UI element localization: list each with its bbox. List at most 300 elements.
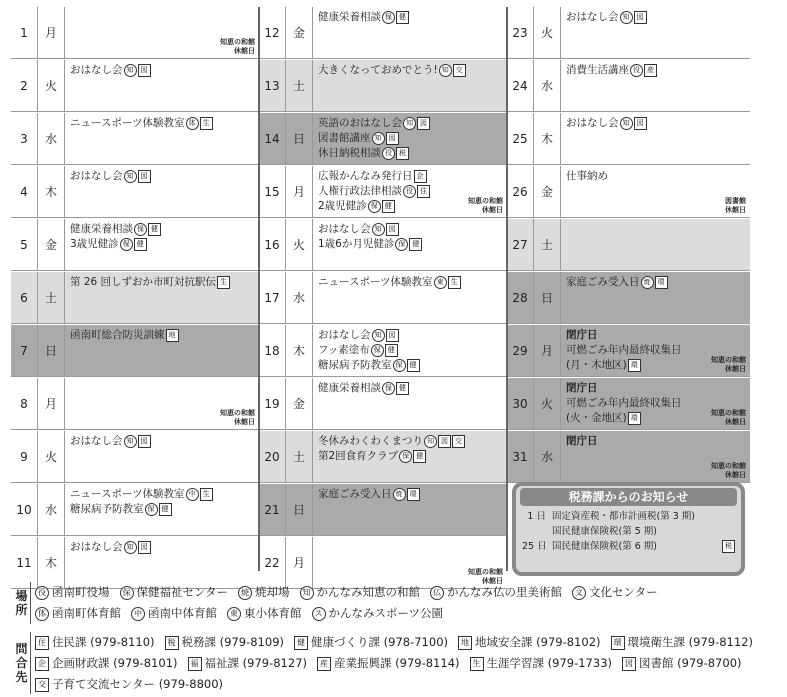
day-events [561,113,750,164]
calendar-day-row [11,431,259,483]
category-badge-icon: 図 [634,117,647,130]
weekday-label: 火 [286,219,313,270]
event-text: おはなし会 [70,64,123,76]
event-line [70,540,255,555]
category-badge-icon: 図 [138,435,151,448]
inquiries-label-char: 問 [15,642,28,656]
event-line [318,358,503,373]
day-number: 12 [259,7,286,58]
event-line [318,434,503,449]
category-badge-icon: 地 [166,329,179,342]
event-text: 冬休みわくわくまつり [318,435,423,447]
day-events [313,325,507,376]
calendar-day-row [11,166,259,218]
places-item-text: 東小体育館 [244,606,302,620]
event-text: 閉庁日 [566,382,598,394]
tax-notice-box [512,482,745,576]
event-text: 消費生活講座 [566,64,629,76]
weekday-label: 火 [38,60,65,111]
category-badge-icon: 生 [200,117,213,130]
inquiries-item [622,653,742,674]
calendar-day-row [507,60,750,112]
day-number: 3 [11,113,38,164]
event-line [318,169,503,184]
event-text: 家庭ごみ受入日 [318,488,392,500]
inquiries-item [317,653,460,674]
weekday-label: 火 [38,431,65,482]
inquiries-item-text: 子育て交流センター (979-8800) [52,677,224,691]
inquiries-item-text: 福祉課 (979-8127) [204,656,307,670]
day-events [65,60,259,111]
event-line [318,487,503,502]
calendar-day-row [259,431,507,483]
closed-notice [711,462,746,480]
weekday-label: 日 [38,325,65,376]
inquiries-item-text: 産業振興課 (979-8114) [334,656,460,670]
event-line [566,169,746,184]
places-item-text: 函南町役場 [52,585,110,599]
category-badge-icon: 健 [396,11,409,24]
category-badge-icon: 知 [620,117,633,130]
category-badge-icon: 福 [188,657,202,671]
event-text: 糖尿病予防教室 [318,359,392,371]
event-text: ニュースポーツ体験教室 [318,276,433,288]
day-events [561,378,750,429]
weekday-label: 木 [286,325,313,376]
places-item-text: かんなみ仏の里美術館 [447,585,563,599]
closed-notice-line: 知恵の和館 [220,38,255,46]
event-line [318,63,503,78]
event-text: (火・金地区) [566,412,627,424]
places-item-text: 文化センター [589,585,658,599]
category-badge-icon: 東 [434,276,447,289]
category-badge-icon: 健 [148,223,161,236]
inquiries-label-char: 先 [15,670,28,684]
weekday-label: 日 [534,272,561,323]
event-line [318,146,503,161]
weekday-label: 月 [286,166,313,217]
category-badge-icon: 生 [200,488,213,501]
event-text: 健康栄養相談 [318,11,381,23]
places-item [120,582,229,603]
day-number: 13 [259,60,286,111]
category-badge-icon: 税 [165,636,179,650]
closed-notice-line: 休館日 [725,206,746,214]
weekday-label: 木 [38,537,65,588]
day-number: 20 [259,431,286,482]
category-badge-icon: 保 [382,11,395,24]
day-events [313,60,507,111]
event-line [70,487,255,502]
weekday-label: 水 [534,60,561,111]
event-line [566,10,746,25]
places-label-char: 場 [15,589,28,603]
day-number: 8 [11,378,38,429]
inquiries-item-text: 地域安全課 (979-8102) [475,635,601,649]
calendar-day-row [507,166,750,218]
event-line [318,116,503,131]
event-line [318,275,503,290]
calendar-day-row [11,113,259,165]
calendar-day-row [259,484,507,536]
category-badge-icon: 企 [35,657,49,671]
category-badge-icon: 焼 [393,488,406,501]
event-line [566,275,746,290]
calendar-day-row [259,219,507,271]
category-badge-icon: 焼 [238,586,252,600]
event-line [566,434,746,449]
weekday-label: 水 [286,272,313,323]
weekday-label: 木 [38,166,65,217]
day-number: 15 [259,166,286,217]
event-line [70,63,255,78]
inquiries-item-text: 環境衛生課 (979-8112) [627,635,753,649]
weekday-label: 木 [534,113,561,164]
calendar-day-row [11,7,259,59]
category-badge-icon: ス [312,607,326,621]
category-badge-icon: 健 [385,344,398,357]
day-events [65,537,259,588]
day-events [65,7,259,58]
category-badge-icon: 知 [124,64,137,77]
event-line [70,237,255,252]
inquiries-label-char: 合 [15,656,28,670]
category-badge-icon: 図 [622,657,636,671]
event-text: 大きくなっておめでとう! [318,64,438,76]
inquiries-item-text: 健康づくり課 (978-7100) [311,635,448,649]
category-badge-icon: 保 [368,200,381,213]
calendar-day-row [507,272,750,324]
day-events [65,166,259,217]
day-number: 22 [259,537,286,588]
event-text: 健康栄養相談 [318,382,381,394]
calendar-day-row [507,7,750,59]
tax-notice-text: 固定資産税・都市計画税(第 3 期) [552,511,695,522]
tax-notice-text: 国民健康保険税(第 6 期) [552,541,657,552]
day-number: 14 [259,113,286,164]
category-badge-icon: 知 [403,117,416,130]
day-events [561,166,750,217]
event-text: 3歳児健診 [70,238,119,250]
event-text: フッ素塗布 [318,344,370,356]
inquiries-item-text: 税務課 (979-8109) [181,635,284,649]
weekday-label: 土 [534,219,561,270]
places-item [35,582,110,603]
calendar-day-row [507,113,750,165]
event-line [70,328,255,343]
category-badge-icon: 健 [407,359,420,372]
day-events [561,219,750,270]
closed-notice [711,356,746,374]
places-list [35,582,743,624]
category-badge-icon: 図 [634,11,647,24]
inquiries-legend [13,632,783,694]
category-badge-icon: 健 [159,503,172,516]
event-line [70,222,255,237]
day-events [313,431,507,482]
calendar-day-row [11,378,259,430]
category-badge-icon: 健 [413,450,426,463]
event-line [318,131,503,146]
weekday-label: 水 [38,113,65,164]
closed-notice [725,197,746,215]
category-badge-icon: 産 [317,657,331,671]
event-line [566,328,746,343]
event-text: 英語のおはなし会 [318,117,402,129]
weekday-label: 月 [534,325,561,376]
event-text: 第2回食育クラブ [318,450,399,462]
event-text: 閉庁日 [566,329,598,341]
day-events [313,113,507,164]
places-item [300,582,421,603]
event-text: ニュースポーツ体験教室 [70,488,185,500]
event-text: おはなし会 [70,170,123,182]
inquiries-label [13,632,31,694]
places-item-text: かんなみスポーツ公園 [328,606,444,620]
event-text: 仕事納め [566,170,608,182]
day-number: 7 [11,325,38,376]
category-badge-icon: 中 [131,607,145,621]
closed-notice [468,197,503,215]
category-badge-icon: 交 [453,64,466,77]
weekday-label: 火 [534,378,561,429]
category-badge-icon: 役 [403,185,416,198]
day-events [65,484,259,535]
places-item-text: 保健福祉センター [136,585,229,599]
day-number: 9 [11,431,38,482]
category-badge-icon: 交 [452,435,465,448]
day-events [65,431,259,482]
closed-notice-line: 知恵の和館 [711,462,746,470]
category-badge-icon: 知 [372,132,385,145]
category-badge-icon: 文 [572,586,586,600]
event-line [566,381,746,396]
category-badge-icon: 図 [138,170,151,183]
category-badge-icon: 知 [124,541,137,554]
category-badge-icon: 知 [124,435,137,448]
day-number: 1 [11,7,38,58]
event-text: 閉庁日 [566,435,598,447]
tax-notice-day: 1 日 [527,511,546,522]
event-text: 可燃ごみ年内最終収集日 [566,397,682,409]
day-number: 18 [259,325,286,376]
calendar-day-row [259,378,507,430]
tax-notice-list [522,509,735,554]
inquiries-item-text: 図書館 (979-8700) [639,656,742,670]
closed-notice-line: 知恵の和館 [711,356,746,364]
category-badge-icon: 健 [134,238,147,251]
day-number: 10 [11,484,38,535]
category-badge-icon: 図 [386,132,399,145]
event-text: おはなし会 [70,541,123,553]
event-text: 図書館講座 [318,132,371,144]
day-number: 25 [507,113,534,164]
category-badge-icon: 地 [458,636,472,650]
category-badge-icon: 保 [395,238,408,251]
day-events [65,378,259,429]
day-number: 19 [259,378,286,429]
day-events [65,219,259,270]
category-badge-icon: 生 [217,276,230,289]
calendar-day-row [259,7,507,59]
day-events [313,7,507,58]
weekday-label: 土 [286,431,313,482]
event-text: おはなし会 [566,11,619,23]
tax-notice-day: 25 日 [522,541,547,552]
calendar-day-row [507,378,750,430]
weekday-label: 金 [534,166,561,217]
day-number: 27 [507,219,534,270]
closed-notice-line: 知恵の和館 [468,568,503,576]
weekday-label: 月 [286,537,313,588]
inquiries-item [458,632,601,653]
category-badge-icon: 図 [386,223,399,236]
category-badge-icon: 保 [134,223,147,236]
event-text: 広報かんなみ発行日 [318,170,413,182]
day-number: 11 [11,537,38,588]
weekday-label: 金 [38,219,65,270]
event-line [318,222,503,237]
calendar-day-row [259,166,507,218]
event-text: 2歳児健診 [318,200,367,212]
closed-notice-line: 休館日 [482,577,503,585]
category-badge-icon: 税 [396,147,409,160]
category-badge-icon: 図 [138,64,151,77]
inquiries-list [35,632,783,695]
day-number: 28 [507,272,534,323]
weekday-label: 火 [534,7,561,58]
calendar-day-row [11,484,259,536]
event-text: 1歳6か月児健診 [318,238,395,250]
category-badge-icon: 保 [120,238,133,251]
closed-notice-line: 休館日 [234,418,255,426]
day-number: 16 [259,219,286,270]
places-item [572,582,658,603]
event-line [70,502,255,517]
inquiries-item [611,632,754,653]
day-events [313,484,507,535]
day-number: 17 [259,272,286,323]
event-line [70,434,255,449]
day-events [561,431,750,482]
places-item [312,603,444,624]
category-badge-icon: 役 [35,586,49,600]
closed-notice-line: 知恵の和館 [220,409,255,417]
calendar-day-row [259,113,507,165]
day-events [313,272,507,323]
calendar-day-row [11,325,259,377]
category-badge-icon: 図 [386,329,399,342]
day-events [313,537,507,588]
places-item [238,582,290,603]
calendar-day-row [507,219,750,271]
category-badge-icon: 保 [120,586,134,600]
category-badge-icon: 生 [448,276,461,289]
event-text: 糖尿病予防教室 [70,503,144,515]
inquiries-item [188,653,308,674]
category-badge-icon: 知 [424,435,437,448]
inquiries-item-text: 企画財政課 (979-8101) [52,656,178,670]
closed-notice-line: 知恵の和館 [711,409,746,417]
category-badge-icon: 役 [382,147,395,160]
places-label-char: 所 [15,603,28,617]
places-item-text: 函南町体育館 [52,606,121,620]
category-badge-icon: 役 [630,64,643,77]
weekday-label: 金 [286,378,313,429]
calendar-day-row [11,272,259,324]
category-badge-icon: 仏 [430,586,444,600]
tax-badge-icon: 税 [722,540,735,553]
category-badge-icon: 知 [124,170,137,183]
event-text: 可燃ごみ年内最終収集日 [566,344,682,356]
category-badge-icon: 環 [655,276,668,289]
day-number: 2 [11,60,38,111]
event-text: ニュースポーツ体験教室 [70,117,185,129]
event-text: 第 26 回しずおか市町対抗駅伝 [70,276,217,288]
event-line [318,449,503,464]
day-number: 31 [507,431,534,482]
inquiries-item [294,632,448,653]
calendar-day-row [11,60,259,112]
category-badge-icon: 保 [145,503,158,516]
day-number: 26 [507,166,534,217]
event-text: 休日納税相談 [318,147,381,159]
calendar-day-row [259,325,507,377]
places-legend [13,582,743,624]
category-badge-icon: 図 [138,541,151,554]
event-text: 家庭ごみ受入日 [566,276,640,288]
event-line [70,169,255,184]
column-divider [506,7,508,571]
weekday-label: 日 [286,113,313,164]
weekday-label: 水 [534,431,561,482]
category-badge-icon: 東 [227,607,241,621]
places-item [35,603,121,624]
event-line [318,237,503,252]
day-number: 24 [507,60,534,111]
day-number: 6 [11,272,38,323]
inquiries-item [35,653,178,674]
event-text: おはなし会 [566,117,619,129]
day-number: 21 [259,484,286,535]
event-line [566,116,746,131]
closed-notice-line: 休館日 [725,471,746,479]
category-badge-icon: 図 [417,117,430,130]
category-badge-icon: 環 [407,488,420,501]
category-badge-icon: 交 [35,678,49,692]
day-events [561,7,750,58]
places-item-text: 函南中体育館 [148,606,217,620]
category-badge-icon: 保 [399,450,412,463]
closed-notice [220,409,255,427]
day-number: 29 [507,325,534,376]
category-badge-icon: 体 [35,607,49,621]
category-badge-icon: 焼 [641,276,654,289]
closed-notice-line: 休館日 [234,47,255,55]
day-number: 23 [507,7,534,58]
weekday-label: 金 [286,7,313,58]
category-badge-icon: 健 [409,238,422,251]
category-badge-icon: 保 [371,344,384,357]
weekday-label: 水 [38,484,65,535]
closed-notice-line: 休館日 [725,418,746,426]
day-events [561,272,750,323]
closed-notice [711,409,746,427]
tax-notice-title: 税務課からのお知らせ [520,488,737,506]
category-badge-icon: 住 [35,636,49,650]
weekday-label: 土 [38,272,65,323]
category-badge-icon: 住 [417,185,430,198]
